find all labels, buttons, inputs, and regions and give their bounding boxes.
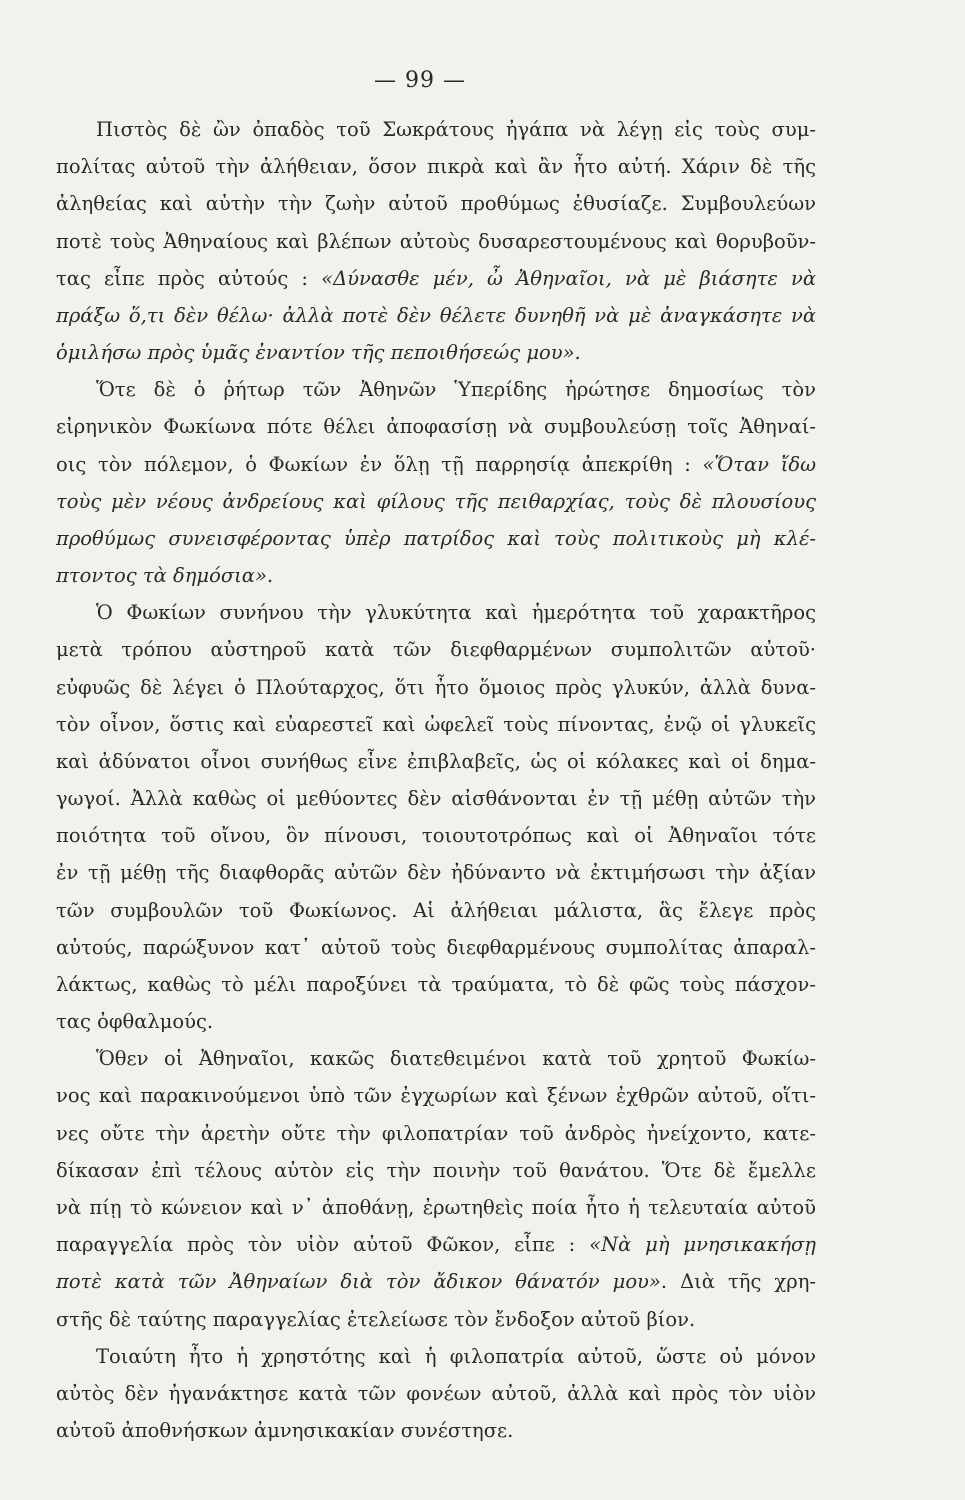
- text-line: [56, 1115, 816, 1152]
- text-line: [56, 1301, 816, 1338]
- text-line: [56, 446, 816, 483]
- text-segment: εὐφυῶς δὲ λέγει ὁ Πλούταρχος, ὅτι ἦτο ὅμοιος πρὸς γλυκύν, ἀλλὰ δυνα-: [56, 675, 816, 699]
- text-segment: δίκασαν ἐπὶ τέλους αὐτὸν εἰς τὴν ποινὴν τοῦ θανάτου. Ὅτε δὲ ἔμελλε: [56, 1158, 816, 1182]
- text-line: [56, 966, 816, 1003]
- italic-quote-segment: ποτὲ κατὰ τῶν Ἀθηναίων διὰ τὸν ἄδικον θάνατόν μου»: [56, 1270, 661, 1294]
- text-line: [56, 817, 816, 854]
- text-line: [56, 483, 816, 520]
- text-segment: νος καὶ παρακινούμενοι ὑπὸ τῶν ἐγχωρίων καὶ ξένων ἐχθρῶν αὐτοῦ, οἵτι-: [56, 1084, 816, 1108]
- text-line: [56, 223, 816, 260]
- text-segment: ἐν τῇ μέθῃ τῆς διαφθορᾶς αὐτῶν δὲν ἠδύναντο νὰ ἐκτιμήσωσι τὴν ἀξίαν: [56, 861, 816, 885]
- body-text: [56, 111, 816, 1449]
- text-segment: τῶν συμβουλῶν τοῦ Φωκίωνος. Αἱ ἀλήθειαι μάλιστα, ἃς ἔλεγε πρὸς: [56, 898, 816, 922]
- text-segment: γωγοί. Ἀλλὰ καθὼς οἱ μεθύοντες δὲν αἰσθάνονται ἐν τῇ μέθῃ αὐτῶν τὴν: [56, 787, 816, 811]
- text-line: [56, 669, 816, 706]
- italic-quote-segment: «Ὅταν ἴδω: [702, 452, 816, 476]
- text-line: [56, 185, 816, 222]
- italic-quote-segment: ὁμιλήσω πρὸς ὑμᾶς ἐναντίον τῆς πεποιθήσεώς μου».: [56, 341, 581, 365]
- text-segment: ἀληθείας καὶ αὐτὴν τὴν ζωὴν αὐτοῦ προθύμως ἐθυσίαζε. Συμβουλεύων: [56, 192, 816, 216]
- text-line: [56, 260, 816, 297]
- text-segment: τας ὀφθαλμούς.: [56, 1010, 214, 1034]
- text-segment: Πιστὸς δὲ ὢν ὀπαδὸς τοῦ Σωκράτους ἠγάπα νὰ λέγῃ εἰς τοὺς συμ-: [96, 118, 816, 141]
- text-segment: αὐτὸς δὲν ἠγανάκτησε κατὰ τῶν φονέων αὐτοῦ, ἀλλὰ καὶ πρὸς τὸν υἱὸν: [56, 1381, 816, 1405]
- italic-quote-segment: πτοντος τὰ δημόσια».: [56, 564, 274, 588]
- text-segment: καὶ ἀδύνατοι οἶνοι συνήθως εἶνε ἐπιβλαβεῖς, ὡς οἱ κόλακες καὶ οἱ δημα-: [56, 749, 816, 773]
- italic-quote-segment: «Νὰ μὴ μνησικακήσῃ: [589, 1233, 816, 1257]
- text-line: [56, 1226, 816, 1263]
- text-line: [56, 148, 816, 185]
- text-line: [56, 706, 816, 743]
- text-line: [56, 1152, 816, 1189]
- text-line: [56, 408, 816, 445]
- text-line: [56, 854, 816, 891]
- text-line: [56, 780, 816, 817]
- text-line: [56, 371, 816, 408]
- text-line: [56, 520, 816, 557]
- text-line: [56, 297, 816, 334]
- text-line: [56, 892, 816, 929]
- text-segment: Ὁ Φωκίων συνήνου τὴν γλυκύτητα καὶ ἡμερότητα τοῦ χαρακτῆρος: [96, 601, 816, 625]
- italic-quote-segment: «Δύνασθε μέν, ὦ Ἀθηναῖοι, νὰ μὲ βιάσητε νὰ: [321, 266, 816, 290]
- page-number: — 99 —: [374, 68, 466, 93]
- text-line: [56, 1003, 816, 1040]
- text-line: [56, 1375, 816, 1412]
- text-segment: νὰ πίῃ τὸ κώνειον καὶ ν᾽ ἀποθάνῃ, ἐρωτηθεὶς ποία ἦτο ἡ τελευταία αὐτοῦ: [56, 1195, 816, 1219]
- text-segment: τὸν οἶνον, ὅστις καὶ εὐαρεστεῖ καὶ ὠφελεῖ τοὺς πίνοντας, ἐνῷ οἱ γλυκεῖς: [56, 712, 816, 736]
- text-segment: αὐτοῦ ἀποθνήσκων ἀμνησικακίαν συνέστησε.: [56, 1419, 514, 1443]
- italic-quote-segment: πράξω ὅ,τι δὲν θέλω· ἀλλὰ ποτὲ δὲν θέλετε δυνηθῆ νὰ μὲ ἀναγκάσητε νὰ: [56, 303, 816, 327]
- text-segment: τας εἶπε πρὸς αὐτούς :: [56, 266, 322, 290]
- text-line: [56, 557, 816, 594]
- text-segment: ποτὲ τοὺς Ἀθηναίους καὶ βλέπων αὐτοὺς δυσαρεστουμένους καὶ θορυβοῦν-: [56, 229, 816, 253]
- text-segment: αὐτούς, παρώξυνον κατ᾽ αὐτοῦ τοὺς διεφθαρμένους συμπολίτας ἀπαραλ-: [56, 935, 816, 959]
- text-segment: νες οὔτε τὴν ἀρετὴν οὔτε τὴν φιλοπατρίαν τοῦ ἀνδρὸς ἠνείχοντο, κατε-: [56, 1121, 816, 1145]
- text-segment: πολίτας αὐτοῦ τὴν ἀλήθειαν, ὅσον πικρὰ καὶ ἂν ἦτο αὐτή. Χάριν δὲ τῆς: [56, 155, 816, 179]
- text-line: [56, 929, 816, 966]
- text-segment: εἰρηνικὸν Φωκίωνα πότε θέλει ἀποφασίσῃ νὰ συμβουλεύσῃ τοῖς Ἀθηναί-: [56, 415, 816, 439]
- text-line: [56, 1077, 816, 1114]
- text-line: [56, 1412, 816, 1449]
- text-segment: Τοιαύτη ἦτο ἡ χρηστότης καὶ ἡ φιλοπατρία αὐτοῦ, ὥστε οὐ μόνον: [96, 1344, 816, 1368]
- text-segment: ποιότητα τοῦ οἴνου, ὃν πίνουσι, τοιουτοτρόπως καὶ οἱ Ἀθηναῖοι τότε: [56, 824, 816, 848]
- text-segment: παραγγελία πρὸς τὸν υἱὸν αὐτοῦ Φῶκον, εἶπε :: [56, 1233, 590, 1257]
- text-line: [56, 111, 816, 148]
- text-line: [56, 1263, 816, 1300]
- text-segment: οις τὸν πόλεμον, ὁ Φωκίων ἐν ὅλῃ τῇ παρρησίᾳ ἀπεκρίθη :: [56, 452, 703, 476]
- text-line: [56, 1040, 816, 1077]
- text-segment: στῆς δὲ ταύτης παραγγελίας ἐτελείωσε τὸν ἔνδοξον αὐτοῦ βίον.: [56, 1307, 696, 1331]
- text-line: [56, 1338, 816, 1375]
- text-segment: Ὅτε δὲ ὁ ῥήτωρ τῶν Ἀθηνῶν Ὑπερίδης ἠρώτησε δημοσίως τὸν: [96, 378, 816, 402]
- text-line: [56, 594, 816, 631]
- text-segment: λάκτως, καθὼς τὸ μέλι παροξύνει τὰ τραύματα, τὸ δὲ φῶς τοὺς πάσχον-: [56, 972, 816, 996]
- text-line: [56, 1189, 816, 1226]
- italic-quote-segment: προθύμως συνεισφέροντας ὑπὲρ πατρίδος καὶ τοὺς πολιτικοὺς μὴ κλέ-: [56, 526, 816, 550]
- italic-quote-segment: τοὺς μὲν νέους ἀνδρείους καὶ φίλους τῆς πειθαρχίας, τοὺς δὲ πλουσίους: [56, 489, 816, 513]
- text-line: [56, 334, 816, 371]
- text-segment: Ὅθεν οἱ Ἀθηναῖοι, κακῶς διατεθειμένοι κατὰ τοῦ χρητοῦ Φωκίω-: [96, 1047, 816, 1071]
- text-segment: μετὰ τρόπου αὐστηροῦ κατὰ τῶν διεφθαρμένων συμπολιτῶν αὐτοῦ·: [56, 638, 816, 662]
- text-segment: . Διὰ τῆς χρη-: [660, 1270, 816, 1294]
- text-line: [56, 743, 816, 780]
- text-line: [56, 631, 816, 668]
